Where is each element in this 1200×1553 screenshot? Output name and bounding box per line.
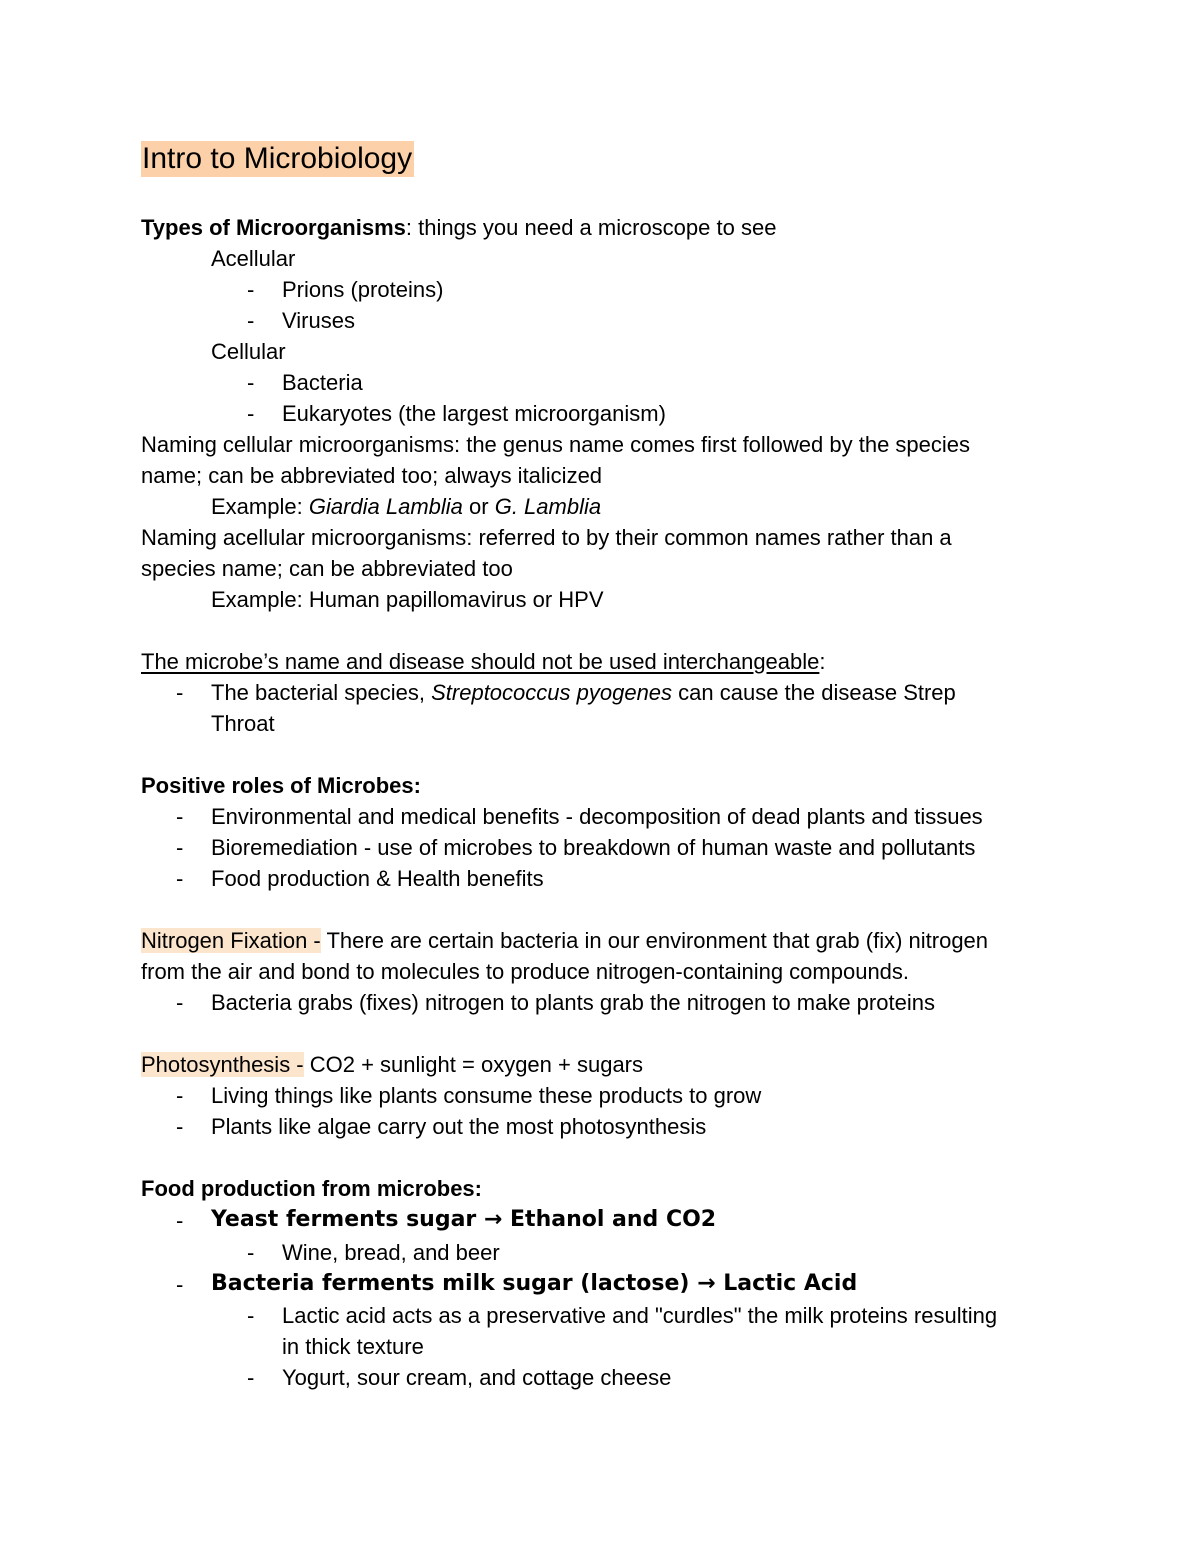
eukaryotes-item: Eukaryotes (the largest microorganism) xyxy=(282,401,666,426)
viruses-item: Viruses xyxy=(282,308,355,333)
bullet-dash: - xyxy=(247,370,255,395)
photo-line1 xyxy=(141,1051,643,1079)
nitrogen-line1 xyxy=(141,927,988,955)
photo-term: Photosynthesis - xyxy=(141,1052,304,1077)
species-name: Giardia Lamblia xyxy=(308,494,463,519)
naming-acellular-example: Example: Human papillomavirus or HPV xyxy=(211,587,604,612)
naming-cellular-example xyxy=(211,493,601,521)
bullet-dash: - xyxy=(247,308,255,333)
yeast-item: Yeast ferments sugar → Ethanol and CO2 xyxy=(211,1207,717,1232)
positive-heading: Positive roles of Microbes: xyxy=(141,773,421,798)
interchange-species: Streptococcus pyogenes xyxy=(431,680,673,705)
bullet-dash: - xyxy=(176,1114,184,1139)
dairy-subitem: Yogurt, sour cream, and cottage cheese xyxy=(282,1365,672,1390)
photo-definition: CO2 + sunlight = oxygen + sugars xyxy=(303,1052,644,1077)
naming-cellular-line2: name; can be abbreviated too; always italicized xyxy=(141,463,603,488)
doc-title: Intro to Microbiology xyxy=(142,142,413,175)
naming-acellular-line2: species name; can be abbreviated too xyxy=(141,556,513,581)
bullet-dash: - xyxy=(247,401,255,426)
lactic-subitem-line2: in thick texture xyxy=(282,1334,424,1359)
interchange-line xyxy=(141,648,826,676)
bacteria-item: Bacteria xyxy=(282,370,363,395)
example-prefix: Example: xyxy=(211,494,309,519)
species-abbrev: G. Lamblia xyxy=(494,494,602,519)
naming-cellular-line1: Naming cellular microorganisms: the genus name comes first followed by the species xyxy=(141,432,971,457)
bullet-dash: - xyxy=(247,1365,255,1390)
types-line xyxy=(141,214,776,242)
interchange-heading: The microbe’s name and disease should not be used interchangeable xyxy=(141,649,820,674)
positive-item: Bioremediation - use of microbes to breakdown of human waste and pollutants xyxy=(211,835,976,860)
interchange-colon: : xyxy=(819,649,826,674)
positive-item: Environmental and medical benefits - decomposition of dead plants and tissues xyxy=(211,804,983,829)
interchange-item-suffix: can cause the disease Strep xyxy=(672,680,956,705)
interchange-item xyxy=(211,679,956,707)
nitrogen-term: Nitrogen Fixation - xyxy=(141,928,321,953)
acellular-label: Acellular xyxy=(211,246,296,271)
bacteria-ferment-item: Bacteria ferments milk sugar (lactose) → Lactic Acid xyxy=(211,1271,858,1296)
bullet-dash: - xyxy=(247,1240,255,1265)
cellular-label: Cellular xyxy=(211,339,286,364)
bullet-dash: - xyxy=(176,990,184,1015)
types-heading: Types of Microorganisms xyxy=(141,215,406,240)
bullet-dash: - xyxy=(247,277,255,302)
interchange-item-prefix: The bacterial species, xyxy=(211,680,432,705)
bullet-dash: - xyxy=(176,804,184,829)
bullet-dash: - xyxy=(176,835,184,860)
naming-acellular-line1: Naming acellular microorganisms: referred to by their common names rather than a xyxy=(141,525,952,550)
photo-item: Plants like algae carry out the most photosynthesis xyxy=(211,1114,707,1139)
yeast-subitem: Wine, bread, and beer xyxy=(282,1240,500,1265)
prions-item: Prions (proteins) xyxy=(282,277,444,302)
bullet-dash: - xyxy=(247,1303,255,1328)
bullet-dash: - xyxy=(176,680,184,705)
bullet-dash: - xyxy=(176,1272,184,1297)
nitrogen-item: Bacteria grabs (fixes) nitrogen to plants grab the nitrogen to make proteins xyxy=(211,990,935,1015)
bullet-dash: - xyxy=(176,1083,184,1108)
types-definition: : things you need a microscope to see xyxy=(405,215,777,240)
positive-item: Food production & Health benefits xyxy=(211,866,544,891)
photo-item: Living things like plants consume these products to grow xyxy=(211,1083,762,1108)
lactic-subitem-line1: Lactic acid acts as a preservative and "curdles" the milk proteins resulting xyxy=(282,1303,998,1328)
nitrogen-line2: from the air and bond to molecules to produce nitrogen-containing compounds. xyxy=(141,959,910,984)
interchange-item-line2: Throat xyxy=(211,711,275,736)
food-heading: Food production from microbes: xyxy=(141,1176,482,1201)
bullet-dash: - xyxy=(176,866,184,891)
example-or: or xyxy=(462,494,495,519)
nitrogen-definition: There are certain bacteria in our environment that grab (fix) nitrogen xyxy=(320,928,989,953)
bullet-dash: - xyxy=(176,1208,184,1233)
